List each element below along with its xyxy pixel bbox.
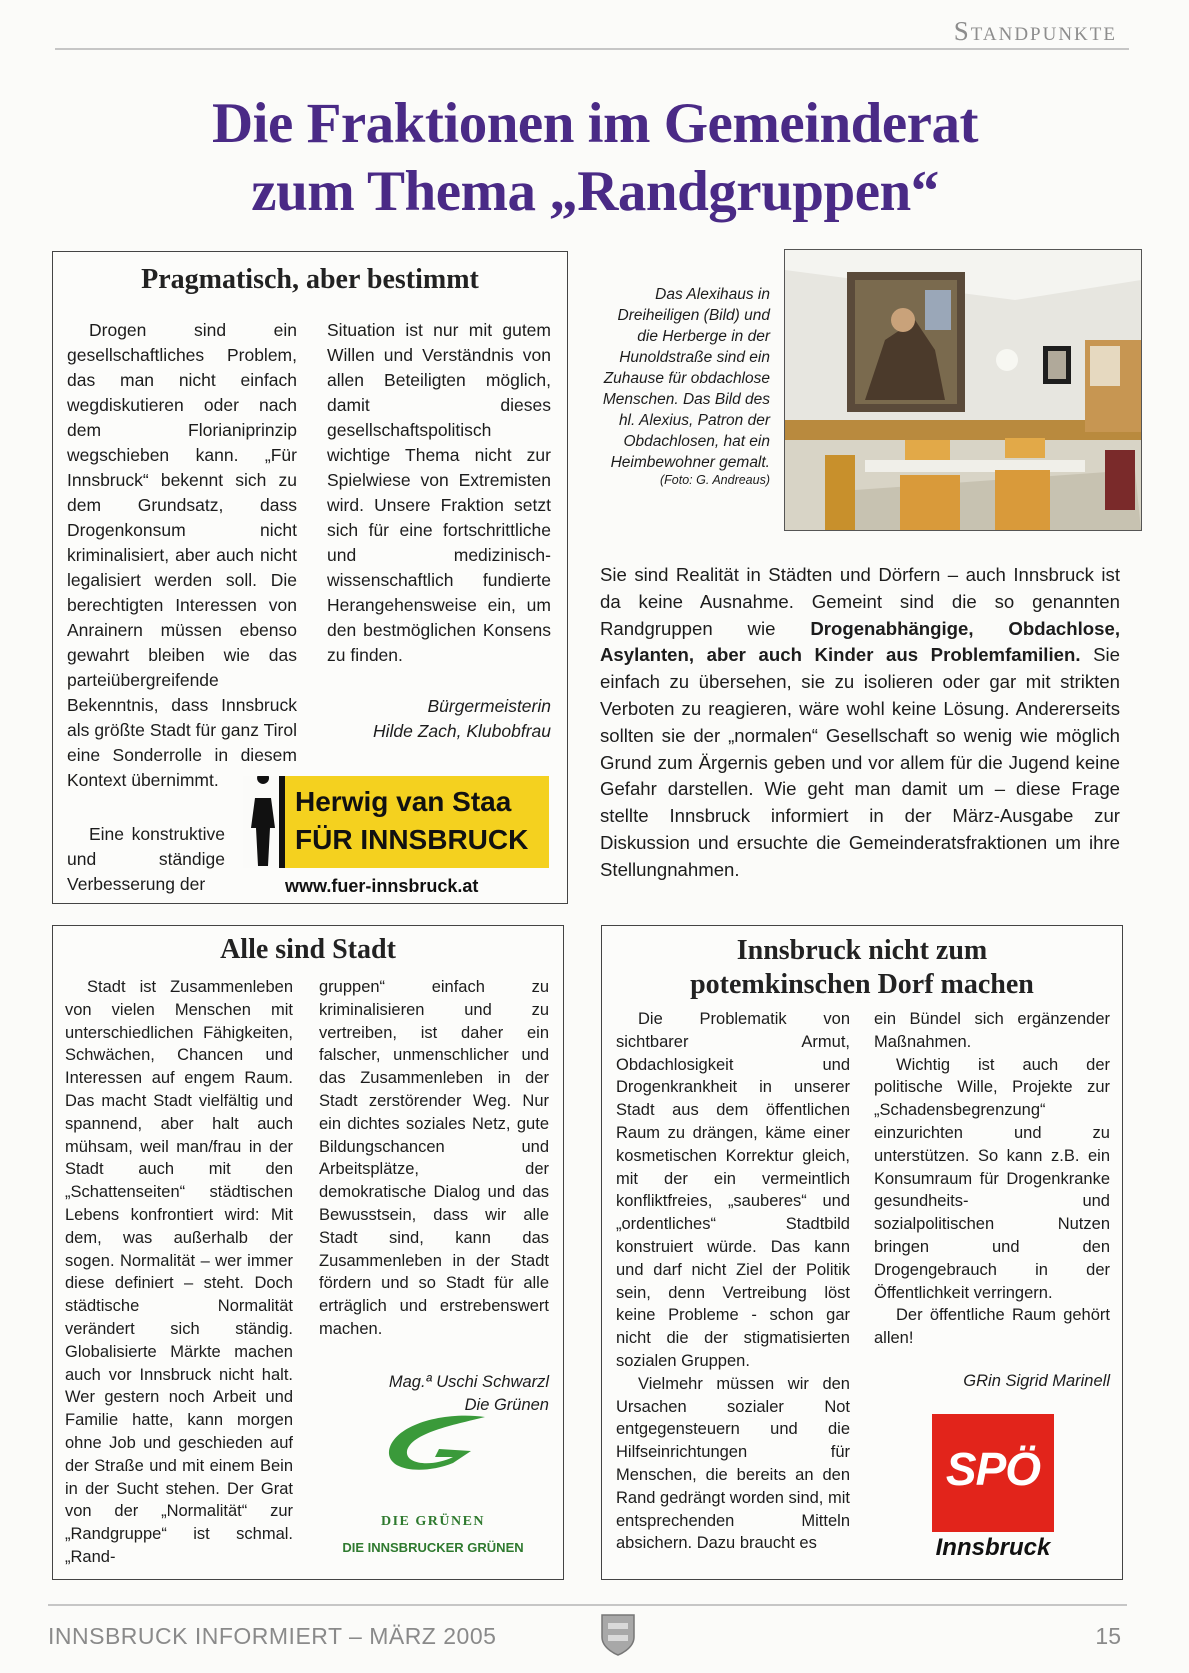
header-rule bbox=[55, 48, 1129, 50]
article-column-left-end bbox=[67, 822, 225, 897]
photo-caption bbox=[600, 284, 770, 487]
article-column-right bbox=[319, 976, 549, 1416]
gruene-logo-icon bbox=[383, 1411, 493, 1481]
city-crest-icon bbox=[600, 1613, 636, 1657]
paragraph: Situation ist nur mit gutem Willen und Verständnis von allen Beteiligten möglich, damit dieses gesellschaftspolitisch wichtige Thema nicht zur Spielwiese von Extremisten wird. Unsere Fraktion setzt sich für eine fortschrittliche und medizinisch-wissenschaftlich fundierte Herangehensweise ein, um den bestmöglichen Konsens zu finden. bbox=[327, 320, 551, 665]
article-title: Alle sind Stadt bbox=[220, 934, 396, 965]
gruene-logo-subtitle: DIE INNSBRUCKER GRÜNEN bbox=[342, 1540, 524, 1555]
spoe-logo-city: Innsbruck bbox=[935, 1534, 1051, 1561]
paragraph: Stadt ist Zusammenleben von vielen Menschen mit unterschiedlichen Fähigkeiten, Schwächen, Chancen und Interessen auf engem Raum. Das macht Stadt vielfältig und spannend, aber halt auch mühsam, weil man/frau in der Stadt auch mit den „Schattenseiten“ städtischen Lebens konfrontiert wird: Mit dem, was außerhalb der sogen. Normalität – wer immer diese definiert – steht. Doch städtische Normalität verändert sich ständig. Globalisierte Märkte machen auch vor Innsbruck nicht halt. Wer gestern noch Arbeit und Familie hatte, kann morgen ohne Job und geschieden auf der Straße und mit einem Bein in der Sucht stehen. Der Grat von der „Normalität“ zur „Randgruppe“ ist schmal. „Rand- bbox=[65, 978, 293, 1566]
title-line-1: Innsbruck nicht zum bbox=[736, 935, 988, 966]
logo-slogan: FÜR INNSBRUCK bbox=[295, 824, 529, 855]
article-column-left bbox=[65, 976, 293, 1569]
silhouette-icon bbox=[243, 776, 285, 868]
intro-text-bold: Drogenabhängige, Obdachlose, Asylanten, aber auch Kinder aus Problemfamilien. bbox=[600, 617, 1121, 666]
page-headline bbox=[40, 90, 1150, 226]
article-die-gruenen bbox=[52, 925, 564, 1580]
headline-line-2: zum Thema „Randgruppen“ bbox=[251, 160, 939, 223]
gruene-logo-title: DIE GRÜNEN bbox=[380, 1514, 486, 1529]
article-fuer-innsbruck bbox=[52, 251, 568, 904]
paragraph: gruppen“ einfach zu kriminalisieren und zu vertreiben, ist daher ein falscher, unmenschlicher und das Zusammenleben in der Stadt zerstörender Weg. Nur ein dichtes soziales Netz, gute Bildungschancen und Arbeitsplätze, der demokratische Dialog und das Bewusstsein, dass wir alle Stadt sind, kann das Zusammenleben in der Stadt fördern und so Stadt für alle erträglich und erstrebenswert machen. bbox=[319, 978, 549, 1338]
article-column-right bbox=[874, 1008, 1110, 1393]
fuer-innsbruck-logo bbox=[243, 776, 549, 868]
spoe-logo bbox=[932, 1414, 1054, 1532]
article-title: Pragmatisch, aber bestimmt bbox=[141, 264, 479, 295]
photo-credit: (Foto: G. Andreaus) bbox=[660, 473, 770, 487]
headline-line-1: Die Fraktionen im Gemeinderat bbox=[212, 92, 978, 155]
paragraph: Vielmehr müssen wir den Ursachen sozialer Not entgegensteuern und die Hilfseinrichtungen für Menschen, die bereits an den Rand gedrängt worden sind, mit entsprechenden Mitteln absichern. Dazu braucht es bbox=[616, 1374, 850, 1553]
paragraph: Eine konstruktive und ständige Verbesserung der bbox=[67, 824, 225, 894]
photo-alexihaus bbox=[784, 249, 1142, 531]
paragraph: Der öffentliche Raum gehört allen! bbox=[874, 1306, 1110, 1348]
signature-name: GRin Sigrid Marinell bbox=[963, 1371, 1110, 1390]
signature-name: Mag.ª Uschi Schwarzl bbox=[388, 1372, 549, 1391]
article-column-right bbox=[327, 318, 551, 744]
logo-name: Herwig van Staa bbox=[295, 786, 512, 817]
paragraph: Die Problematik von sichtbarer Armut, Obdachlosigkeit und Drogenkrankheit in unserer Stadt aus dem öffentlichen Raum zu drängen, käme einer kosmetischen Korrektur gleich, mit der ein vermeintlich konfliktfreies, „sauberes“ und „ordentliches“ Stadtbild konstruiert würde. Das kann und darf nicht Ziel der Politik sein, denn Vertreibung löst keine Probleme - schon gar nicht die der stigmatisierten sozialen Gruppen. bbox=[616, 1010, 850, 1370]
footer-rule bbox=[48, 1604, 1127, 1606]
article-column-left bbox=[616, 1008, 850, 1555]
article-title bbox=[602, 934, 1122, 1002]
footer-publication: INNSBRUCK INFORMIERT – MÄRZ 2005 bbox=[48, 1623, 497, 1649]
caption-text: Das Alexihaus in Dreiheiligen (Bild) und die Herberge in der Hunoldstraße sind ein Zuhause für obdachlose Menschen. Das Bild des hl. Alexius, Patron der Obdachlosen, hat ein Heimbewohner gemalt. bbox=[602, 286, 770, 471]
signature-party: Die Grünen bbox=[464, 1395, 549, 1414]
spoe-logo-word: SPÖ bbox=[945, 1443, 1041, 1495]
title-line-2: potemkinschen Dorf machen bbox=[690, 969, 1034, 1000]
intro-text-a: Sie sind Realität in Städten und Dörfern – auch Innsbruck ist da keine Ausnahme. Gemeint sind die so genannten Randgruppen wie bbox=[600, 564, 1120, 639]
intro-text bbox=[600, 562, 1120, 884]
signature-role: Bürgermeisterin bbox=[427, 696, 551, 716]
page-number: 15 bbox=[1095, 1623, 1121, 1649]
article-spoe bbox=[601, 925, 1123, 1580]
paragraph: ein Bündel sich ergänzender Maßnahmen. bbox=[874, 1010, 1110, 1051]
section-label: Standpunkte bbox=[953, 16, 1117, 46]
logo-url: www.fuer-innsbruck.at bbox=[285, 876, 479, 896]
paragraph: Wichtig ist auch der politische Wille, Projekte zur „Schadensbegrenzung“ einzurichten und zu unterstützen. So kann z.B. ein Konsumraum für Drogenkranke gesundheits- und sozialpolitischen Nutzen bringen und den Drogengebrauch in der Öffentlichkeit verringern. bbox=[874, 1055, 1110, 1302]
photo-illustration bbox=[785, 250, 1141, 530]
article-column-left bbox=[67, 318, 297, 793]
signature-name: Hilde Zach, Klubobfrau bbox=[372, 721, 551, 741]
intro-text-b: Sie einfach zu übersehen, sie zu isolieren oder gar mit strikten Verboten zu reagieren, wäre wohl keine Lösung. Andererseits sollten sie der „normalen“ Gesellschaft so wenig wie möglich Grund zum Ärgernis geben und vor allem für die Jugend keine Gefahr darstellen. Wie geht man damit um – diese Frage stellte Innsbruck informiert in der März-Ausgabe zur Diskussion und ersuchte die Gemeinderatsfraktionen um ihre Stellungnahmen. bbox=[600, 644, 1121, 880]
paragraph: Drogen sind ein gesellschaftliches Problem, das man nicht einfach wegdiskutieren oder nach dem Florianiprinzip wegschieben kann. „Für Innsbruck“ bekennt sich zu dem Grundsatz, dass Drogenkonsum nicht kriminalisiert, aber auch nicht legalisiert werden soll. Die berechtigten Interessen von Anrainern müssen ebenso gewahrt bleiben wie das parteiübergreifende Bekenntnis, dass Innsbruck als größte Stadt für ganz Tirol eine Sonderrolle in diesem Kontext übernimmt. bbox=[67, 320, 297, 790]
